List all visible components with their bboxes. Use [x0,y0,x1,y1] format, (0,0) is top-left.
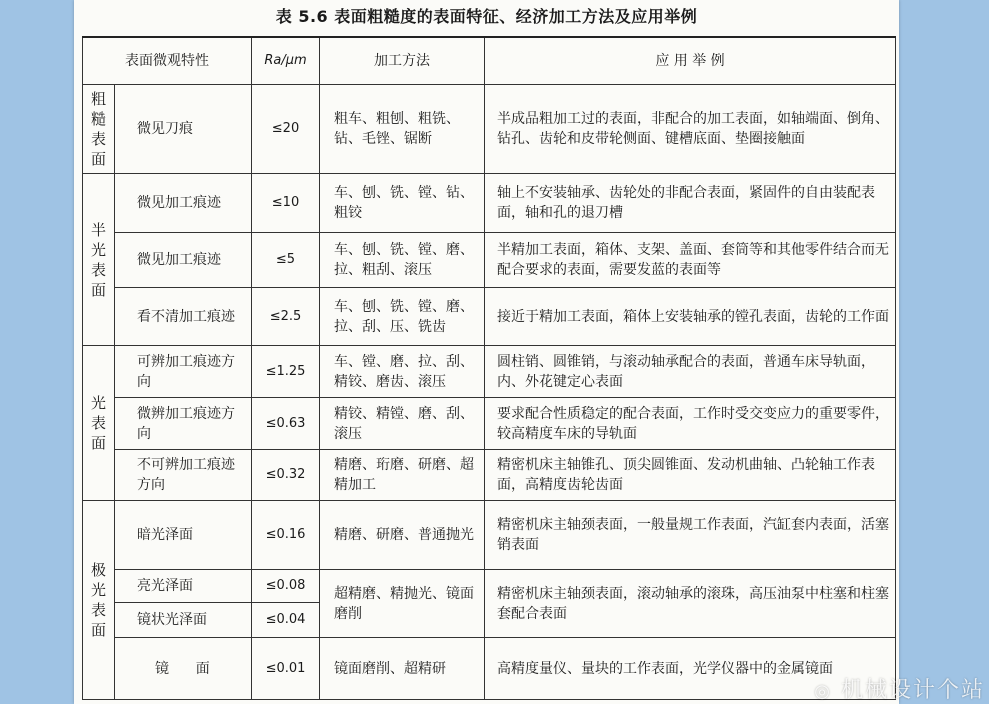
ra-cell: ≤1.25 [252,346,320,398]
table-row [83,288,896,346]
document-page [74,0,899,704]
method-cell: 粗车、粗刨、粗铣、钻、毛锉、锯断 [320,85,485,174]
category-smooth: 光表面 [83,346,115,501]
method-cell: 精铰、精镗、磨、刮、滚压 [320,398,485,450]
table-row [83,638,896,700]
application-cell: 圆柱销、圆锥销，与滚动轴承配合的表面，普通车床导轨面，内、外花键定心表面 [485,346,896,398]
ra-cell: ≤2.5 [252,288,320,346]
ra-cell: ≤0.04 [252,603,320,638]
category-semi: 半光表面 [83,174,115,346]
table-row [83,233,896,288]
method-cell: 车、刨、铣、镗、钻、粗铰 [320,174,485,233]
roughness-table [82,36,896,700]
ra-cell: ≤0.08 [252,570,320,603]
method-cell: 精磨、研磨、普通抛光 [320,501,485,570]
application-cell: 高精度量仪、量块的工作表面，光学仪器中的金属镜面 [485,638,896,700]
feature-cell: 微见刀痕 [115,85,252,174]
method-cell: 车、刨、铣、镗、磨、拉、刮、压、铣齿 [320,288,485,346]
category-ultra: 极光表面 [83,501,115,700]
table-row [83,85,896,174]
category-rough: 粗糙表面 [83,85,115,174]
ra-cell: ≤20 [252,85,320,174]
ra-cell: ≤10 [252,174,320,233]
table-row [83,398,896,450]
feature-cell: 微见加工痕迹 [115,174,252,233]
feature-cell: 暗光泽面 [115,501,252,570]
application-cell: 半精加工表面，箱体、支架、盖面、套筒等和其他零件结合而无配合要求的表面，需要发蓝的表面等 [485,233,896,288]
table-row [83,346,896,398]
feature-cell: 亮光泽面 [115,570,252,603]
ra-cell: ≤0.63 [252,398,320,450]
feature-cell: 可辨加工痕迹方向 [115,346,252,398]
feature-cell: 不可辨加工痕迹方向 [115,450,252,501]
table-row [83,450,896,501]
header-row [83,37,896,85]
header-ra: Ra/μm [252,37,320,85]
watermark [814,673,985,704]
feature-cell: 微见加工痕迹 [115,233,252,288]
feature-cell: 镜状光泽面 [115,603,252,638]
method-cell: 镜面磨削、超精研 [320,638,485,700]
method-cell: 车、镗、磨、拉、刮、精铰、磨齿、滚压 [320,346,485,398]
header-application: 应 用 举 例 [485,37,896,85]
application-cell: 精密机床主轴颈表面，一般量规工作表面，汽缸套内表面，活塞销表面 [485,501,896,570]
application-cell: 接近于精加工表面，箱体上安装轴承的镗孔表面，齿轮的工作面 [485,288,896,346]
feature-cell: 微辨加工痕迹方向 [115,398,252,450]
application-cell: 要求配合性质稳定的配合表面，工作时受交变应力的重要零件，较高精度车床的导轨面 [485,398,896,450]
ra-cell: ≤0.01 [252,638,320,700]
method-cell: 车、刨、铣、镗、磨、拉、粗刮、滚压 [320,233,485,288]
table-row [83,570,896,603]
application-cell: 半成品粗加工过的表面，非配合的加工表面，如轴端面、倒角、钻孔、齿轮和皮带轮侧面、键槽底面、垫圈接触面 [485,85,896,174]
table-title: 表 5.6 表面粗糙度的表面特征、经济加工方法及应用举例 [275,7,698,26]
header-method: 加工方法 [320,37,485,85]
header-feature: 表面微观特性 [83,37,252,85]
feature-cell: 看不清加工痕迹 [115,288,252,346]
watermark-text: 机械设计个站 [840,678,985,703]
application-cell: 轴上不安装轴承、齿轮处的非配合表面，紧固件的自由装配表面，轴和孔的退刀槽 [485,174,896,233]
ra-cell: ≤0.32 [252,450,320,501]
application-cell: 精密机床主轴颈表面，滚动轴承的滚珠，高压油泵中柱塞和柱塞套配合表面 [485,570,896,638]
table-row [83,174,896,233]
ra-cell: ≤5 [252,233,320,288]
table-row [83,501,896,570]
application-cell: 精密机床主轴锥孔、顶尖圆锥面、发动机曲轴、凸轮轴工作表面，高精度齿轮齿面 [485,450,896,501]
method-cell: 精磨、珩磨、研磨、超精加工 [320,450,485,501]
ra-cell: ≤0.16 [252,501,320,570]
feature-cell: 镜 面 [115,638,252,700]
wechat-icon: ◎ [814,681,832,702]
method-cell: 超精磨、精抛光、镜面磨削 [320,570,485,638]
